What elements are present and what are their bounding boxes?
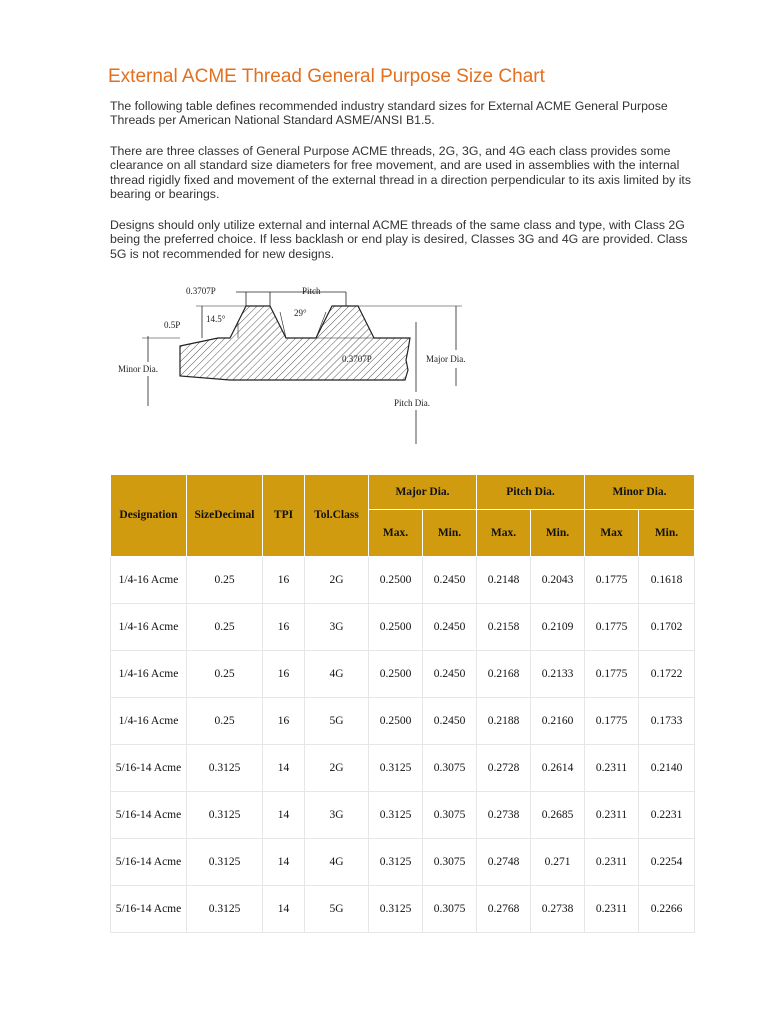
cell-designation: 1/4-16 Acme <box>111 698 187 745</box>
cell-tpi: 14 <box>263 886 305 933</box>
cell-size-decimal: 0.25 <box>187 557 263 604</box>
cell-minor-min: 0.2231 <box>639 792 695 839</box>
table-row <box>111 745 695 792</box>
cell-major-max: 0.3125 <box>369 745 423 792</box>
cell-pitch-min: 0.2738 <box>531 886 585 933</box>
angle-29-label: 29° <box>294 308 307 318</box>
table-row <box>111 557 695 604</box>
pitch-dia-label: Pitch Dia. <box>394 398 430 408</box>
cell-size-decimal: 0.25 <box>187 698 263 745</box>
header-pitch-max: Max. <box>477 510 531 557</box>
classes-paragraph: There are three classes of General Purpose ACME threads, 2G, 3G, and 4G each class provides some clearance on all standard size diameters for free movement, and are used in assemblies with the internal thread rigidly fixed and movement of the external thread in a direction perpendicular to its axis limited by its bearing or bearings. <box>110 144 691 201</box>
cell-minor-max: 0.1775 <box>585 604 639 651</box>
cell-major-max: 0.2500 <box>369 604 423 651</box>
cell-pitch-max: 0.2148 <box>477 557 531 604</box>
angle-14-label: 14.5° <box>206 314 226 324</box>
cell-major-min: 0.3075 <box>423 839 477 886</box>
table-header-row <box>111 475 695 510</box>
header-major-dia: Major Dia. <box>369 475 477 510</box>
acme-thread-diagram <box>110 276 490 446</box>
header-minor-dia: Minor Dia. <box>585 475 695 510</box>
cell-tol-class: 2G <box>305 745 369 792</box>
major-dia-label: Major Dia. <box>426 354 466 364</box>
cell-major-min: 0.2450 <box>423 698 477 745</box>
cell-major-max: 0.3125 <box>369 839 423 886</box>
design-paragraph: Designs should only utilize external and internal ACME threads of the same class and type, with Class 2G being the preferred choice. If less backlash or end play is desired, Classes 3G and 4G are provided. Class 5G is not recommended for new designs. <box>110 218 688 261</box>
root-width-label: 0.3707P <box>342 354 372 364</box>
cell-major-min: 0.3075 <box>423 745 477 792</box>
cell-pitch-min: 0.2043 <box>531 557 585 604</box>
cell-designation: 5/16-14 Acme <box>111 792 187 839</box>
cell-minor-min: 0.1618 <box>639 557 695 604</box>
table-row <box>111 604 695 651</box>
cell-pitch-min: 0.2160 <box>531 698 585 745</box>
cell-tol-class: 3G <box>305 792 369 839</box>
cell-major-max: 0.2500 <box>369 557 423 604</box>
cell-designation: 5/16-14 Acme <box>111 839 187 886</box>
cell-major-max: 0.3125 <box>369 792 423 839</box>
header-major-min: Min. <box>423 510 477 557</box>
cell-tol-class: 5G <box>305 886 369 933</box>
cell-pitch-min: 0.2685 <box>531 792 585 839</box>
cell-size-decimal: 0.3125 <box>187 792 263 839</box>
intro-paragraph: The following table defines recommended industry standard sizes for External ACME General Purpose Threads per American National Standard ASME/ANSI B1.5. <box>110 99 668 128</box>
table-row <box>111 651 695 698</box>
cell-pitch-max: 0.2728 <box>477 745 531 792</box>
cell-major-min: 0.3075 <box>423 792 477 839</box>
cell-designation: 5/16-14 Acme <box>111 886 187 933</box>
cell-pitch-min: 0.2109 <box>531 604 585 651</box>
cell-pitch-max: 0.2768 <box>477 886 531 933</box>
cell-tol-class: 4G <box>305 839 369 886</box>
header-pitch-min: Min. <box>531 510 585 557</box>
cell-pitch-max: 0.2158 <box>477 604 531 651</box>
cell-major-min: 0.2450 <box>423 651 477 698</box>
header-designation: Designation <box>111 475 187 557</box>
header-minor-min: Min. <box>639 510 695 557</box>
cell-minor-max: 0.2311 <box>585 839 639 886</box>
top-width-label: 0.3707P <box>186 286 216 296</box>
cell-minor-min: 0.2254 <box>639 839 695 886</box>
cell-tol-class: 5G <box>305 698 369 745</box>
cell-tpi: 14 <box>263 745 305 792</box>
cell-designation: 1/4-16 Acme <box>111 651 187 698</box>
acme-size-table <box>110 474 695 933</box>
cell-major-max: 0.2500 <box>369 698 423 745</box>
cell-minor-max: 0.2311 <box>585 792 639 839</box>
table-body <box>111 557 695 933</box>
pitch-label: Pitch <box>302 286 321 296</box>
cell-minor-min: 0.1733 <box>639 698 695 745</box>
cell-minor-min: 0.2140 <box>639 745 695 792</box>
cell-tpi: 14 <box>263 839 305 886</box>
cell-designation: 1/4-16 Acme <box>111 604 187 651</box>
cell-minor-min: 0.1722 <box>639 651 695 698</box>
cell-minor-min: 0.2266 <box>639 886 695 933</box>
page-title: External ACME Thread General Purpose Size Chart <box>108 66 545 87</box>
table-row <box>111 698 695 745</box>
header-tol-class: Tol.Class <box>305 475 369 557</box>
cell-pitch-max: 0.2748 <box>477 839 531 886</box>
cell-major-min: 0.3075 <box>423 886 477 933</box>
cell-major-max: 0.2500 <box>369 651 423 698</box>
cell-major-max: 0.3125 <box>369 886 423 933</box>
cell-size-decimal: 0.3125 <box>187 886 263 933</box>
header-pitch-dia: Pitch Dia. <box>477 475 585 510</box>
cell-tol-class: 2G <box>305 557 369 604</box>
table-row <box>111 792 695 839</box>
cell-size-decimal: 0.25 <box>187 604 263 651</box>
cell-pitch-min: 0.2133 <box>531 651 585 698</box>
cell-designation: 5/16-14 Acme <box>111 745 187 792</box>
cell-major-min: 0.2450 <box>423 604 477 651</box>
cell-size-decimal: 0.3125 <box>187 839 263 886</box>
header-tpi: TPI <box>263 475 305 557</box>
header-major-max: Max. <box>369 510 423 557</box>
cell-tol-class: 4G <box>305 651 369 698</box>
cell-pitch-max: 0.2168 <box>477 651 531 698</box>
cell-minor-max: 0.1775 <box>585 698 639 745</box>
cell-tol-class: 3G <box>305 604 369 651</box>
cell-pitch-min: 0.271 <box>531 839 585 886</box>
cell-tpi: 16 <box>263 557 305 604</box>
cell-size-decimal: 0.25 <box>187 651 263 698</box>
cell-designation: 1/4-16 Acme <box>111 557 187 604</box>
table-row <box>111 839 695 886</box>
minor-dia-label: Minor Dia. <box>118 364 158 374</box>
cell-minor-max: 0.2311 <box>585 886 639 933</box>
cell-minor-max: 0.1775 <box>585 557 639 604</box>
cell-pitch-min: 0.2614 <box>531 745 585 792</box>
cell-tpi: 14 <box>263 792 305 839</box>
table-row <box>111 886 695 933</box>
header-size-decimal: SizeDecimal <box>187 475 263 557</box>
cell-major-min: 0.2450 <box>423 557 477 604</box>
cell-minor-max: 0.1775 <box>585 651 639 698</box>
half-pitch-label: 0.5P <box>164 320 181 330</box>
cell-pitch-max: 0.2188 <box>477 698 531 745</box>
cell-tpi: 16 <box>263 698 305 745</box>
cell-tpi: 16 <box>263 651 305 698</box>
cell-tpi: 16 <box>263 604 305 651</box>
cell-minor-min: 0.1702 <box>639 604 695 651</box>
cell-size-decimal: 0.3125 <box>187 745 263 792</box>
cell-pitch-max: 0.2738 <box>477 792 531 839</box>
header-minor-max: Max <box>585 510 639 557</box>
cell-minor-max: 0.2311 <box>585 745 639 792</box>
